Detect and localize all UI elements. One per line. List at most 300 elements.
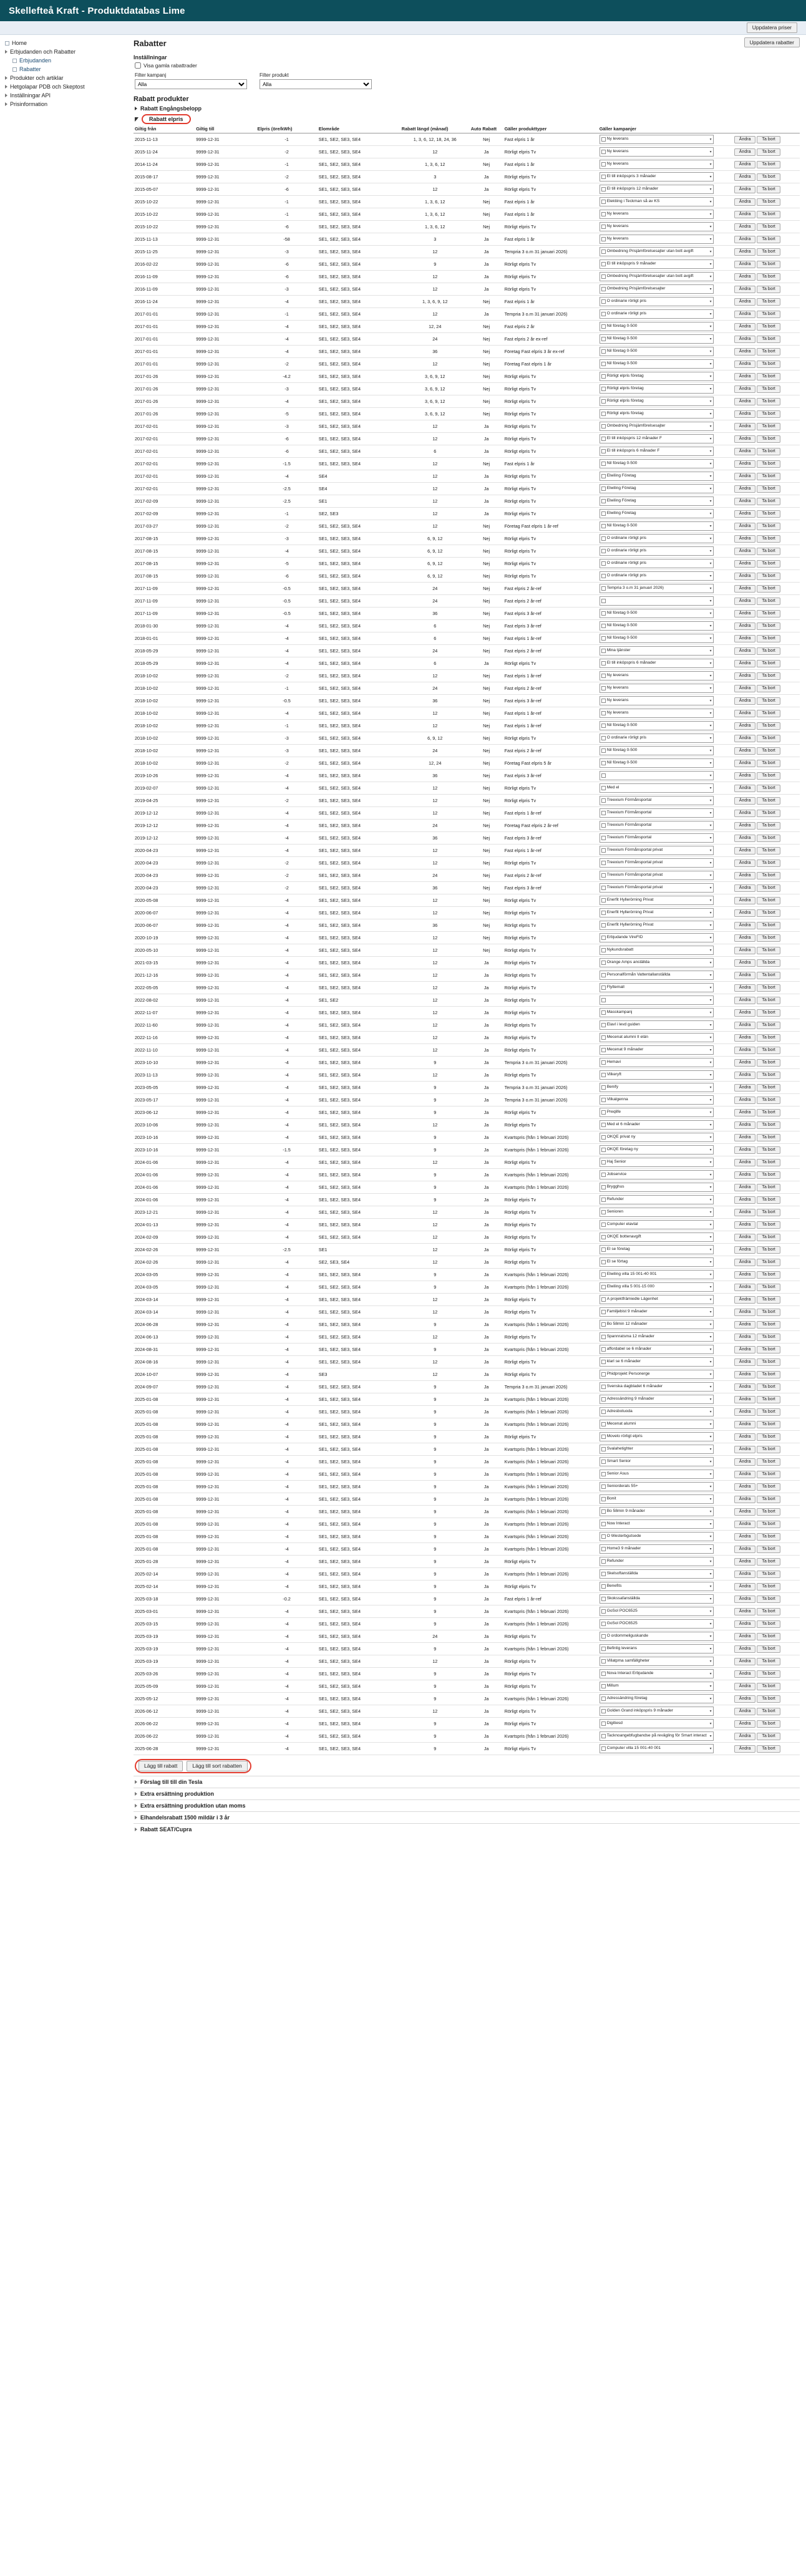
edit-button[interactable]: Ändra: [734, 1296, 756, 1304]
checkbox-icon[interactable]: [601, 200, 606, 204]
checkbox-icon[interactable]: [601, 1422, 606, 1426]
delete-button[interactable]: Ta bort: [757, 535, 780, 543]
edit-button[interactable]: Ändra: [734, 909, 756, 917]
chevron-down-icon[interactable]: ▾: [709, 923, 712, 927]
delete-button[interactable]: Ta bort: [757, 997, 780, 1004]
delete-button[interactable]: Ta bort: [757, 1296, 780, 1304]
campaign-selector[interactable]: [600, 496, 714, 506]
campaign-selector[interactable]: [600, 721, 714, 730]
delete-button[interactable]: Ta bort: [757, 710, 780, 717]
checkbox-icon[interactable]: [601, 873, 606, 878]
cell-kampanj[interactable]: [598, 620, 715, 632]
accordion-f-rslag-till-till-din-tesla[interactable]: [134, 1776, 800, 1788]
chevron-down-icon[interactable]: ▾: [709, 699, 712, 703]
sidebar-item-rabatter[interactable]: [4, 65, 129, 74]
cell-kampanj[interactable]: [598, 1007, 715, 1019]
edit-button[interactable]: Ändra: [734, 710, 756, 717]
chevron-down-icon[interactable]: ▾: [709, 748, 712, 753]
campaign-selector[interactable]: [600, 1420, 714, 1429]
delete-button[interactable]: Ta bort: [757, 760, 780, 767]
edit-button[interactable]: Ändra: [734, 1471, 756, 1478]
checkbox-icon[interactable]: [601, 1010, 606, 1015]
edit-button[interactable]: Ändra: [734, 984, 756, 992]
delete-button[interactable]: Ta bort: [757, 1571, 780, 1578]
edit-button[interactable]: Ändra: [734, 1521, 756, 1528]
chevron-down-icon[interactable]: ▾: [709, 374, 712, 379]
campaign-selector[interactable]: [600, 883, 714, 893]
edit-button[interactable]: Ändra: [734, 872, 756, 879]
chevron-down-icon[interactable]: ▾: [709, 836, 712, 840]
cell-kampanj[interactable]: [598, 807, 715, 820]
cell-kampanj[interactable]: [598, 782, 715, 795]
cell-kampanj[interactable]: [598, 1743, 715, 1755]
campaign-selector[interactable]: [600, 1307, 714, 1317]
edit-button[interactable]: Ändra: [734, 1146, 756, 1154]
checkbox-icon[interactable]: [601, 1410, 606, 1414]
chevron-down-icon[interactable]: ▾: [709, 961, 712, 965]
edit-button[interactable]: Ändra: [734, 1134, 756, 1141]
campaign-selector[interactable]: [600, 1033, 714, 1042]
chevron-down-icon[interactable]: ▾: [709, 574, 712, 578]
delete-button[interactable]: Ta bort: [757, 1246, 780, 1254]
checkbox-icon[interactable]: [601, 711, 606, 715]
cell-kampanj[interactable]: [598, 483, 715, 495]
campaign-selector[interactable]: [600, 1470, 714, 1479]
cell-kampanj[interactable]: [598, 221, 715, 233]
cell-kampanj[interactable]: [598, 832, 715, 845]
edit-button[interactable]: Ändra: [734, 1309, 756, 1316]
chevron-down-icon[interactable]: ▾: [709, 462, 712, 466]
edit-button[interactable]: Ändra: [734, 859, 756, 867]
chevron-down-icon[interactable]: ▾: [709, 599, 712, 603]
campaign-selector[interactable]: [600, 621, 714, 631]
campaign-selector[interactable]: [600, 409, 714, 419]
checkbox-icon[interactable]: [601, 1110, 606, 1115]
chevron-down-icon[interactable]: ▾: [709, 312, 712, 316]
campaign-selector[interactable]: [600, 571, 714, 581]
edit-button[interactable]: Ändra: [734, 934, 756, 942]
checkbox-icon[interactable]: [601, 262, 606, 266]
cell-kampanj[interactable]: [598, 632, 715, 645]
checkbox-icon[interactable]: [601, 299, 606, 304]
checkbox-icon[interactable]: [601, 961, 606, 965]
edit-button[interactable]: Ändra: [734, 1496, 756, 1503]
delete-button[interactable]: Ta bort: [757, 909, 780, 917]
edit-button[interactable]: Ändra: [734, 1745, 756, 1753]
chevron-down-icon[interactable]: ▾: [709, 299, 712, 304]
delete-button[interactable]: Ta bort: [757, 173, 780, 181]
chevron-down-icon[interactable]: ▾: [709, 686, 712, 690]
checkbox-icon[interactable]: [601, 699, 606, 703]
delete-button[interactable]: Ta bort: [757, 1234, 780, 1241]
edit-button[interactable]: Ändra: [734, 236, 756, 243]
cell-kampanj[interactable]: [598, 1543, 715, 1556]
chevron-down-icon[interactable]: ▾: [709, 387, 712, 391]
checkbox-icon[interactable]: [601, 836, 606, 840]
delete-button[interactable]: Ta bort: [757, 223, 780, 231]
checkbox-icon[interactable]: [601, 474, 606, 478]
delete-button[interactable]: Ta bort: [757, 1396, 780, 1403]
edit-button[interactable]: Ändra: [734, 261, 756, 268]
delete-button[interactable]: Ta bort: [757, 573, 780, 580]
chevron-down-icon[interactable]: ▾: [709, 549, 712, 553]
checkbox-icon[interactable]: [601, 1135, 606, 1140]
delete-button[interactable]: Ta bort: [757, 1358, 780, 1366]
cell-kampanj[interactable]: [598, 1468, 715, 1481]
edit-button[interactable]: Ändra: [734, 211, 756, 218]
chevron-down-icon[interactable]: ▾: [709, 1185, 712, 1189]
delete-button[interactable]: Ta bort: [757, 598, 780, 605]
campaign-selector[interactable]: [600, 1682, 714, 1691]
cell-kampanj[interactable]: [598, 1456, 715, 1468]
edit-button[interactable]: Ändra: [734, 348, 756, 356]
checkbox-icon[interactable]: [601, 998, 606, 1002]
checkbox-icon[interactable]: [601, 724, 606, 728]
edit-button[interactable]: Ändra: [734, 248, 756, 256]
edit-button[interactable]: Ändra: [734, 847, 756, 855]
delete-button[interactable]: Ta bort: [757, 1047, 780, 1054]
cell-kampanj[interactable]: [598, 1443, 715, 1456]
edit-button[interactable]: Ändra: [734, 785, 756, 792]
checkbox-icon[interactable]: [601, 1597, 606, 1601]
edit-button[interactable]: Ändra: [734, 485, 756, 493]
chevron-down-icon[interactable]: ▾: [709, 249, 712, 254]
delete-button[interactable]: Ta bort: [757, 1496, 780, 1503]
edit-button[interactable]: Ändra: [734, 1558, 756, 1566]
campaign-selector[interactable]: [600, 1432, 714, 1441]
cell-kampanj[interactable]: [598, 1693, 715, 1705]
edit-button[interactable]: Ändra: [734, 697, 756, 705]
campaign-selector[interactable]: [600, 1707, 714, 1716]
edit-button[interactable]: Ändra: [734, 1695, 756, 1703]
checkbox-icon[interactable]: [601, 936, 606, 940]
delete-button[interactable]: Ta bort: [757, 1146, 780, 1154]
campaign-selector[interactable]: [600, 696, 714, 705]
checkbox-icon[interactable]: [601, 586, 606, 591]
checkbox-icon[interactable]: [601, 1447, 606, 1451]
checkbox-icon[interactable]: [601, 1085, 606, 1090]
checkbox-icon[interactable]: [601, 1272, 606, 1277]
accordion-elpris[interactable]: [135, 114, 800, 124]
campaign-selector[interactable]: [600, 1095, 714, 1105]
cell-kampanj[interactable]: [598, 1381, 715, 1393]
campaign-selector[interactable]: [600, 1257, 714, 1267]
checkbox-icon[interactable]: [601, 1360, 606, 1364]
checkbox-icon[interactable]: [601, 150, 606, 154]
chevron-down-icon[interactable]: ▾: [709, 1697, 712, 1701]
cell-kampanj[interactable]: [598, 1581, 715, 1593]
checkbox-icon[interactable]: [601, 312, 606, 316]
campaign-selector[interactable]: [600, 1020, 714, 1030]
checkbox-icon[interactable]: [601, 1123, 606, 1127]
checkbox-icon[interactable]: [601, 948, 606, 952]
checkbox-icon[interactable]: [601, 412, 606, 416]
edit-button[interactable]: Ändra: [734, 1446, 756, 1453]
cell-kampanj[interactable]: [598, 1705, 715, 1718]
chevron-down-icon[interactable]: ▾: [709, 1322, 712, 1327]
delete-button[interactable]: Ta bort: [757, 1022, 780, 1029]
chevron-down-icon[interactable]: ▾: [709, 1123, 712, 1127]
update-rebates-button[interactable]: Uppdatera rabatter: [744, 37, 800, 47]
delete-button[interactable]: Ta bort: [757, 747, 780, 755]
delete-button[interactable]: Ta bort: [757, 1346, 780, 1353]
chevron-down-icon[interactable]: ▾: [709, 1609, 712, 1614]
edit-button[interactable]: Ändra: [734, 1733, 756, 1740]
campaign-selector[interactable]: [600, 1457, 714, 1466]
edit-button[interactable]: Ändra: [734, 223, 756, 231]
delete-button[interactable]: Ta bort: [757, 523, 780, 530]
chevron-down-icon[interactable]: ▾: [709, 1709, 712, 1713]
delete-button[interactable]: Ta bort: [757, 460, 780, 468]
campaign-selector[interactable]: [600, 210, 714, 219]
checkbox-icon[interactable]: [601, 1497, 606, 1501]
edit-button[interactable]: Ändra: [734, 1259, 756, 1266]
delete-button[interactable]: Ta bort: [757, 647, 780, 655]
campaign-selector[interactable]: [600, 309, 714, 319]
campaign-selector[interactable]: [600, 646, 714, 656]
delete-button[interactable]: Ta bort: [757, 1334, 780, 1341]
chevron-down-icon[interactable]: ▾: [709, 1297, 712, 1302]
checkbox-icon[interactable]: [601, 1709, 606, 1713]
cell-kampanj[interactable]: [598, 745, 715, 757]
checkbox-icon[interactable]: [601, 599, 606, 603]
chevron-down-icon[interactable]: ▾: [709, 150, 712, 154]
chevron-down-icon[interactable]: ▾: [709, 1397, 712, 1402]
checkbox-icon[interactable]: [601, 1435, 606, 1439]
chevron-down-icon[interactable]: ▾: [709, 1534, 712, 1539]
campaign-selector[interactable]: [600, 1731, 714, 1741]
campaign-selector[interactable]: [600, 247, 714, 256]
cell-kampanj[interactable]: [598, 1418, 715, 1431]
edit-button[interactable]: Ändra: [734, 373, 756, 380]
chevron-down-icon[interactable]: ▾: [709, 886, 712, 890]
delete-button[interactable]: Ta bort: [757, 510, 780, 518]
cell-kampanj[interactable]: [598, 1356, 715, 1368]
cell-kampanj[interactable]: [598, 944, 715, 957]
chevron-down-icon[interactable]: ▾: [709, 911, 712, 915]
cell-kampanj[interactable]: [598, 1680, 715, 1693]
chevron-down-icon[interactable]: ▾: [709, 1160, 712, 1165]
checkbox-icon[interactable]: [601, 1173, 606, 1177]
campaign-selector[interactable]: [600, 995, 714, 1005]
chevron-down-icon[interactable]: ▾: [709, 1360, 712, 1364]
chevron-down-icon[interactable]: ▾: [709, 1659, 712, 1663]
chevron-down-icon[interactable]: ▾: [709, 1173, 712, 1177]
edit-button[interactable]: Ändra: [734, 959, 756, 967]
update-prices-button[interactable]: Uppdatera priser: [747, 22, 797, 32]
chevron-down-icon[interactable]: ▾: [709, 349, 712, 354]
cell-kampanj[interactable]: [598, 1618, 715, 1630]
cell-kampanj[interactable]: [598, 1643, 715, 1655]
delete-button[interactable]: Ta bort: [757, 1558, 780, 1566]
delete-button[interactable]: Ta bort: [757, 735, 780, 742]
cell-kampanj[interactable]: [598, 1131, 715, 1144]
delete-button[interactable]: Ta bort: [757, 1620, 780, 1628]
campaign-selector[interactable]: [600, 1058, 714, 1067]
cell-kampanj[interactable]: [598, 1319, 715, 1331]
delete-button[interactable]: Ta bort: [757, 1221, 780, 1229]
checkbox-icon[interactable]: [601, 437, 606, 441]
campaign-selector[interactable]: [600, 1070, 714, 1080]
edit-button[interactable]: Ändra: [734, 1072, 756, 1079]
checkbox-icon[interactable]: [601, 748, 606, 753]
campaign-selector[interactable]: [600, 933, 714, 942]
edit-button[interactable]: Ändra: [734, 1383, 756, 1391]
campaign-selector[interactable]: [600, 1744, 714, 1753]
checkbox-icon[interactable]: [601, 237, 606, 241]
delete-button[interactable]: Ta bort: [757, 1695, 780, 1703]
edit-button[interactable]: Ändra: [734, 1234, 756, 1241]
checkbox-icon[interactable]: [601, 511, 606, 516]
campaign-selector[interactable]: [600, 1594, 714, 1604]
cell-kampanj[interactable]: [598, 1019, 715, 1032]
cell-kampanj[interactable]: [598, 1655, 715, 1668]
cell-kampanj[interactable]: [598, 395, 715, 408]
edit-button[interactable]: Ändra: [734, 1571, 756, 1578]
edit-button[interactable]: Ändra: [734, 610, 756, 617]
cell-kampanj[interactable]: [598, 1593, 715, 1605]
campaign-selector[interactable]: [600, 459, 714, 468]
edit-button[interactable]: Ändra: [734, 448, 756, 455]
campaign-selector[interactable]: [600, 322, 714, 331]
chevron-down-icon[interactable]: ▾: [709, 561, 712, 566]
cell-kampanj[interactable]: [598, 957, 715, 969]
delete-button[interactable]: Ta bort: [757, 1720, 780, 1728]
cell-kampanj[interactable]: [598, 1206, 715, 1219]
delete-button[interactable]: Ta bort: [757, 211, 780, 218]
edit-button[interactable]: Ändra: [734, 1683, 756, 1690]
checkbox-icon[interactable]: [601, 187, 606, 191]
checkbox-icon[interactable]: [601, 1210, 606, 1214]
sidebar-item-hetgolapar-pdb-och-skeptost[interactable]: [4, 82, 129, 91]
checkbox-icon[interactable]: [601, 274, 606, 279]
campaign-selector[interactable]: [600, 484, 714, 493]
edit-button[interactable]: Ändra: [734, 523, 756, 530]
edit-button[interactable]: Ändra: [734, 398, 756, 405]
edit-button[interactable]: Ändra: [734, 835, 756, 842]
edit-button[interactable]: Ändra: [734, 1346, 756, 1353]
campaign-selector[interactable]: [600, 958, 714, 967]
checkbox-icon[interactable]: [601, 886, 606, 890]
edit-button[interactable]: Ändra: [734, 1583, 756, 1591]
checkbox-icon[interactable]: [601, 973, 606, 977]
chevron-down-icon[interactable]: ▾: [709, 1522, 712, 1526]
campaign-selector[interactable]: [600, 858, 714, 868]
chevron-down-icon[interactable]: ▾: [709, 200, 712, 204]
delete-button[interactable]: Ta bort: [757, 1521, 780, 1528]
edit-button[interactable]: Ändra: [734, 1334, 756, 1341]
edit-button[interactable]: Ändra: [734, 186, 756, 193]
edit-button[interactable]: Ändra: [734, 947, 756, 954]
edit-button[interactable]: Ändra: [734, 1421, 756, 1428]
edit-button[interactable]: Ändra: [734, 1159, 756, 1166]
delete-button[interactable]: Ta bort: [757, 1645, 780, 1653]
cell-kampanj[interactable]: [598, 1169, 715, 1181]
edit-button[interactable]: Ändra: [734, 1284, 756, 1291]
delete-button[interactable]: Ta bort: [757, 398, 780, 405]
checkbox-icon[interactable]: [601, 624, 606, 628]
edit-button[interactable]: Ändra: [734, 423, 756, 430]
cell-kampanj[interactable]: [598, 171, 715, 183]
campaign-selector[interactable]: [600, 1133, 714, 1142]
campaign-selector[interactable]: [600, 833, 714, 843]
cell-kampanj[interactable]: [598, 1244, 715, 1256]
show-old-rebates-row[interactable]: [135, 62, 800, 69]
checkbox-icon[interactable]: [601, 1684, 606, 1688]
delete-button[interactable]: Ta bort: [757, 435, 780, 443]
campaign-selector[interactable]: [600, 1632, 714, 1641]
delete-button[interactable]: Ta bort: [757, 1159, 780, 1166]
accordion-extra-ers-ttning-produktion[interactable]: [134, 1788, 800, 1799]
chevron-down-icon[interactable]: ▾: [709, 1235, 712, 1239]
campaign-selector[interactable]: [600, 908, 714, 918]
checkbox-icon[interactable]: [601, 1148, 606, 1152]
chevron-down-icon[interactable]: ▾: [709, 773, 712, 778]
campaign-selector[interactable]: [600, 634, 714, 643]
delete-button[interactable]: Ta bort: [757, 1284, 780, 1291]
campaign-selector[interactable]: [600, 1083, 714, 1092]
chevron-down-icon[interactable]: ▾: [709, 1509, 712, 1514]
campaign-selector[interactable]: [600, 609, 714, 618]
delete-button[interactable]: Ta bort: [757, 672, 780, 680]
cell-kampanj[interactable]: [598, 1568, 715, 1581]
cell-kampanj[interactable]: [598, 520, 715, 533]
cell-kampanj[interactable]: [598, 1094, 715, 1106]
delete-button[interactable]: Ta bort: [757, 1259, 780, 1266]
checkbox-icon[interactable]: [601, 1260, 606, 1264]
edit-button[interactable]: Ändra: [734, 173, 756, 181]
delete-button[interactable]: Ta bort: [757, 198, 780, 206]
cell-kampanj[interactable]: [598, 1032, 715, 1044]
chevron-down-icon[interactable]: ▾: [709, 1422, 712, 1426]
edit-button[interactable]: Ändra: [734, 1321, 756, 1329]
sidebar-item-inst-llningar-api[interactable]: [4, 91, 129, 100]
campaign-selector[interactable]: [600, 222, 714, 231]
sidebar-item-erbjudanden[interactable]: [4, 56, 129, 65]
delete-button[interactable]: Ta bort: [757, 822, 780, 830]
edit-button[interactable]: Ändra: [734, 1670, 756, 1678]
cell-kampanj[interactable]: [598, 695, 715, 707]
delete-button[interactable]: Ta bort: [757, 959, 780, 967]
cell-kampanj[interactable]: [598, 1194, 715, 1206]
checkbox-icon[interactable]: [601, 1098, 606, 1102]
checkbox-icon[interactable]: [601, 1522, 606, 1526]
checkbox-icon[interactable]: [601, 1534, 606, 1539]
chevron-down-icon[interactable]: ▾: [709, 786, 712, 790]
chevron-down-icon[interactable]: ▾: [709, 1135, 712, 1140]
edit-button[interactable]: Ändra: [734, 660, 756, 667]
checkbox-icon[interactable]: [601, 1322, 606, 1327]
edit-button[interactable]: Ändra: [734, 1097, 756, 1104]
cell-kampanj[interactable]: [598, 308, 715, 321]
edit-button[interactable]: Ändra: [734, 1084, 756, 1092]
edit-button[interactable]: Ändra: [734, 772, 756, 780]
checkbox-icon[interactable]: [601, 848, 606, 853]
campaign-selector[interactable]: [600, 596, 714, 606]
chevron-down-icon[interactable]: ▾: [709, 1210, 712, 1214]
checkbox-icon[interactable]: [601, 137, 606, 142]
checkbox-icon[interactable]: [601, 1734, 606, 1738]
delete-button[interactable]: Ta bort: [757, 373, 780, 380]
chevron-down-icon[interactable]: ▾: [709, 1572, 712, 1576]
delete-button[interactable]: Ta bort: [757, 1421, 780, 1428]
checkbox-icon[interactable]: [601, 337, 606, 341]
chevron-down-icon[interactable]: ▾: [709, 399, 712, 404]
campaign-selector[interactable]: [600, 197, 714, 206]
campaign-selector[interactable]: [600, 896, 714, 905]
campaign-selector[interactable]: [600, 559, 714, 568]
cell-kampanj[interactable]: [598, 570, 715, 583]
